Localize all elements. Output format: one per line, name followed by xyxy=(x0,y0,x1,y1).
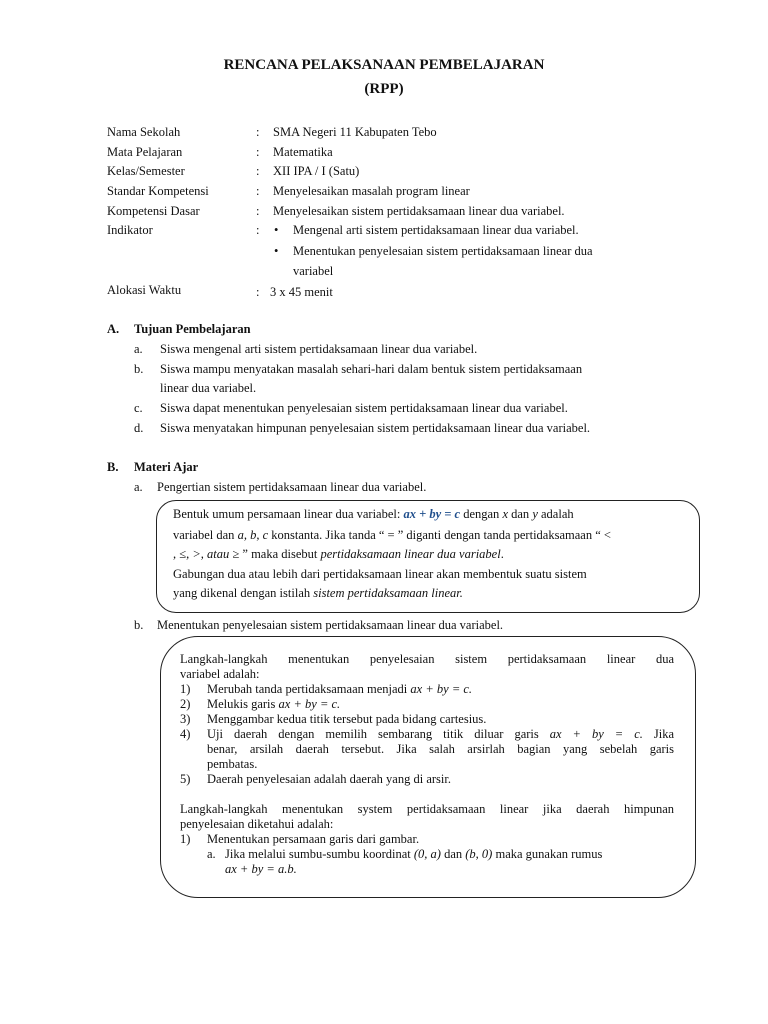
list-marker: b. xyxy=(134,362,144,376)
step-text-cont: pembatas. xyxy=(207,757,258,771)
sk-label: Standar Kompetensi xyxy=(107,184,209,198)
symbols: , ≤, >, atau ≥ xyxy=(173,547,240,561)
step-number: 1) xyxy=(180,682,191,696)
section-heading: Tujuan Pembelajaran xyxy=(134,322,251,336)
text: konstanta. Jika tanda “ = ” diganti dengan tanda pertidaksamaan “ < xyxy=(271,528,611,542)
colon: : xyxy=(256,125,260,139)
text: dan xyxy=(511,507,530,521)
list-marker: a. xyxy=(134,342,143,356)
steps-intro: Langkah-langkah menentukan penyelesaian sistem pertidaksamaan linear dua xyxy=(180,652,674,666)
bullet: • xyxy=(274,223,279,237)
colon: : xyxy=(256,145,260,159)
section-letter: A. xyxy=(107,322,120,336)
text: Jika melalui sumbu-sumbu koordinat xyxy=(225,847,411,861)
subheading-b: Menentukan penyelesaian sistem pertidaksamaan linear dua variabel. xyxy=(157,618,504,632)
document-title: RENCANA PELAKSANAAN PEMBELAJARAN xyxy=(223,57,545,73)
section-heading: Materi Ajar xyxy=(134,460,199,474)
equation: ax + by = c. xyxy=(278,697,341,711)
colon: : xyxy=(256,184,260,198)
step-number: 4) xyxy=(180,727,191,741)
definition-line xyxy=(173,586,463,601)
colon: : xyxy=(256,204,260,218)
list-item: Siswa mengenal arti sistem pertidaksamaan linear dua variabel. xyxy=(160,342,478,356)
list-marker: c. xyxy=(134,401,143,415)
step-text xyxy=(207,697,340,712)
indicator-item-2-cont: variabel xyxy=(293,264,334,278)
italic-term: pertidaksamaan linear dua variabel xyxy=(320,547,501,561)
school-value: SMA Negeri 11 Kabupaten Tebo xyxy=(273,125,437,139)
kd-label: Kompetensi Dasar xyxy=(107,204,200,218)
step-text xyxy=(207,682,472,697)
steps-intro-cont: variabel adalah: xyxy=(180,667,260,681)
text: dan xyxy=(444,847,463,861)
equation: ax + by = c xyxy=(403,507,461,521)
text: adalah xyxy=(541,507,574,521)
indicator-item-2: Menentukan penyelesaian sistem pertidaksamaan linear dua xyxy=(293,244,593,258)
step-subtext xyxy=(225,847,602,862)
steps-intro-2: Langkah-langkah menentukan system pertidaksamaan linear jika daerah himpunan xyxy=(180,802,674,816)
text: Merubah tanda pertidaksamaan menjadi xyxy=(207,682,408,696)
time-value: 3 x 45 menit xyxy=(270,285,333,299)
definition-line xyxy=(173,547,504,562)
subject-label: Mata Pelajaran xyxy=(107,145,183,159)
coordinate: (b, 0) xyxy=(465,847,493,861)
text: ” maka disebut xyxy=(242,547,318,561)
formula: ax + by = a.b. xyxy=(225,862,297,876)
colon: : xyxy=(256,285,260,299)
step-number: 3) xyxy=(180,712,191,726)
class-value: XII IPA / I (Satu) xyxy=(273,164,360,178)
text: Bentuk umum persamaan linear dua variabel: xyxy=(173,507,401,521)
subject-value: Matematika xyxy=(273,145,333,159)
step-text: Daerah penyelesaian adalah daerah yang di arsir. xyxy=(207,772,451,786)
variable: y xyxy=(532,507,538,521)
kd-value: Menyelesaikan sistem pertidaksamaan linear dua variabel. xyxy=(273,204,565,218)
text: Uji daerah dengan memilih sembarang titik diluar garis xyxy=(207,727,539,741)
step-text xyxy=(207,727,674,742)
step-text: Menggambar kedua titik tersebut pada bidang cartesius. xyxy=(207,712,487,726)
list-item: Siswa mampu menyatakan masalah sehari-hari dalam bentuk sistem pertidaksamaan xyxy=(160,362,583,376)
definition-line xyxy=(173,528,611,543)
text: variabel dan xyxy=(173,528,235,542)
indicator-label: Indikator xyxy=(107,223,153,237)
list-marker: a. xyxy=(134,480,143,494)
step-number: 1) xyxy=(180,832,191,846)
sk-value: Menyelesaikan masalah program linear xyxy=(273,184,470,198)
school-label: Nama Sekolah xyxy=(107,125,181,139)
indicator-item-1: Mengenal arti sistem pertidaksamaan linear dua variabel. xyxy=(293,223,579,237)
text: dengan xyxy=(463,507,500,521)
text: Melukis garis xyxy=(207,697,276,711)
italic-term: sistem pertidaksamaan linear. xyxy=(313,586,463,600)
list-item-cont: linear dua variabel. xyxy=(160,381,257,395)
document-subtitle: (RPP) xyxy=(364,81,404,97)
list-item: Siswa menyatakan himpunan penyelesaian sistem pertidaksamaan linear dua variabel. xyxy=(160,421,591,435)
section-letter: B. xyxy=(107,460,119,474)
colon: : xyxy=(256,223,260,237)
colon: : xyxy=(256,164,260,178)
step-text-cont: benar, arsilah daerah tersebut. Jika salah arsirlah bagian yang sebelah garis xyxy=(207,742,674,756)
list-marker: d. xyxy=(134,421,144,435)
definition-line xyxy=(173,507,574,522)
class-label: Kelas/Semester xyxy=(107,164,185,178)
definition-line: Gabungan dua atau lebih dari pertidaksamaan linear akan membentuk suatu sistem xyxy=(173,567,587,581)
variable: a, b, c xyxy=(237,528,269,542)
step-text: Menentukan persamaan garis dari gambar. xyxy=(207,832,420,846)
text: Jika xyxy=(653,727,675,741)
coordinate: (0, a) xyxy=(413,847,441,861)
list-marker: b. xyxy=(134,618,144,632)
list-marker: a. xyxy=(207,847,216,861)
equation: ax + by = c. xyxy=(410,682,473,696)
subheading-a: Pengertian sistem pertidaksamaan linear dua variabel. xyxy=(157,480,427,494)
bullet: • xyxy=(274,244,279,258)
step-number: 2) xyxy=(180,697,191,711)
list-item: Siswa dapat menentukan penyelesaian sistem pertidaksamaan linear dua variabel. xyxy=(160,401,568,415)
equation: ax + by = c. xyxy=(549,727,643,741)
step-number: 5) xyxy=(180,772,191,786)
text: . xyxy=(500,547,504,561)
variable: x xyxy=(502,507,508,521)
time-label: Alokasi Waktu xyxy=(107,283,182,297)
steps-intro-2-cont: penyelesaian diketahui adalah: xyxy=(180,817,334,831)
text: yang dikenal dengan istilah xyxy=(173,586,311,600)
text: maka gunakan rumus xyxy=(495,847,603,861)
